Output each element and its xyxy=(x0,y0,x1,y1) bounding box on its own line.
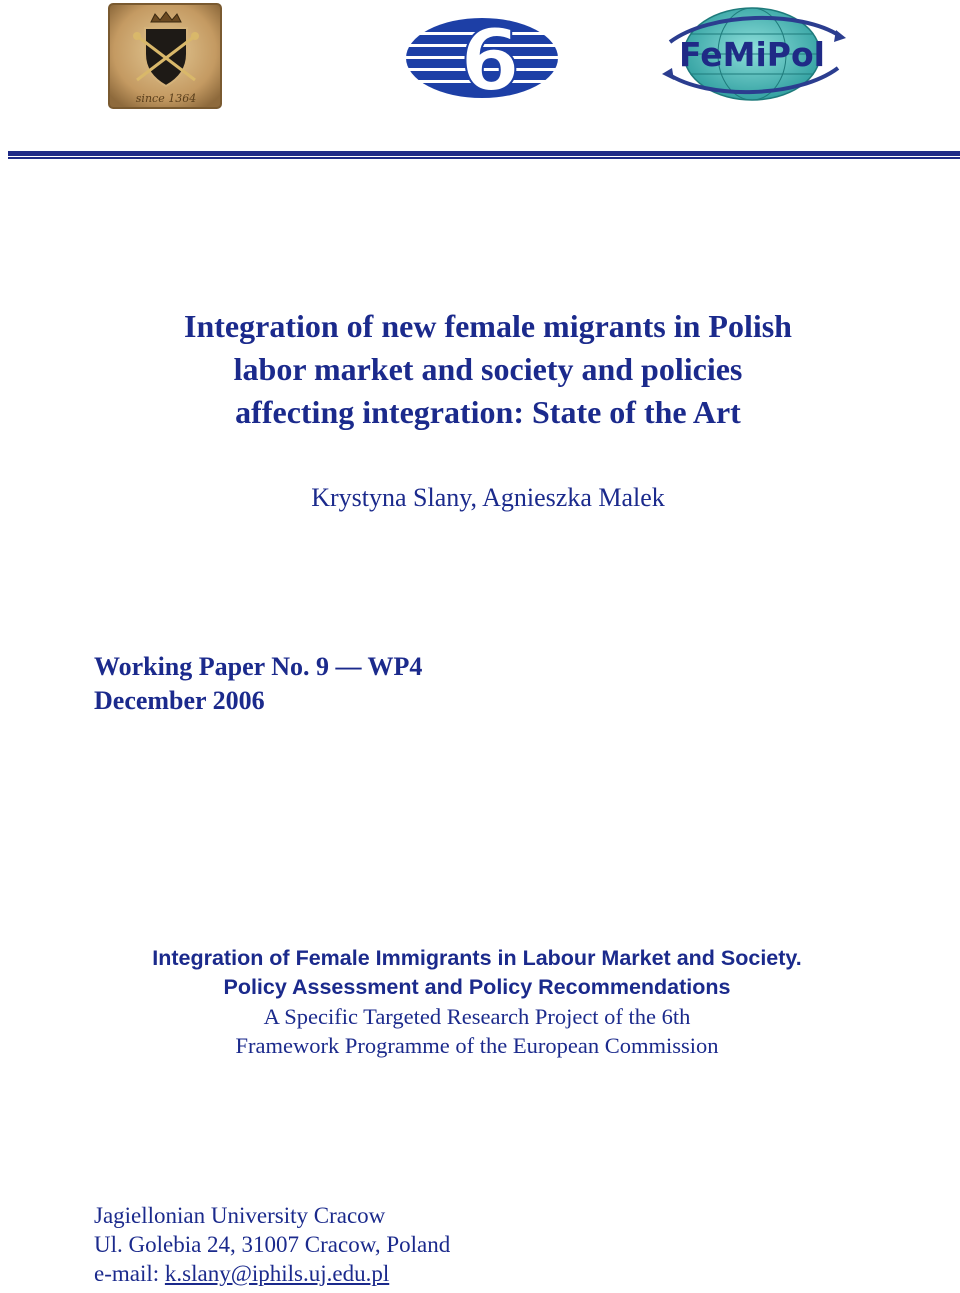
fp6-numeral: 6 xyxy=(460,11,520,102)
fp6-logo xyxy=(402,8,560,102)
project-line-1: Integration of Female Immigrants in Labour Market and Society. xyxy=(152,946,802,970)
contact-address xyxy=(94,1201,450,1288)
seal-text: since 1364 xyxy=(135,92,197,105)
street-address: Ul. Golebia 24, 31007 Cracow, Poland xyxy=(94,1232,451,1257)
project-line-4: Framework Programme of the European Commission xyxy=(235,1033,719,1058)
email-link[interactable]: k.slany@iphils.uj.edu.pl xyxy=(164,1261,390,1286)
project-description xyxy=(40,944,914,1060)
header-divider-thin xyxy=(8,157,960,159)
working-paper-number: Working Paper No. 9 — WP4 xyxy=(94,652,423,681)
institution-name: Jagiellonian University Cracow xyxy=(94,1203,386,1228)
header-divider xyxy=(8,151,960,159)
paper-title xyxy=(40,305,936,434)
email-label: e-mail: xyxy=(94,1261,165,1286)
header-divider-thick xyxy=(8,151,960,156)
authors: Krystyna Slany, Agnieszka Malek xyxy=(311,483,665,512)
university-seal-logo xyxy=(107,2,225,110)
project-line-2: Policy Assessment and Policy Recommendations xyxy=(223,975,731,999)
femipol-wordmark: FeMiPol xyxy=(679,35,825,74)
email-line xyxy=(94,1259,450,1288)
title-line-2: labor market and society and policies xyxy=(233,351,743,387)
title-line-3: affecting integration: State of the Art xyxy=(235,394,741,430)
header-logos xyxy=(0,0,960,150)
project-line-3: A Specific Targeted Research Project of the 6th xyxy=(263,1004,691,1029)
publication-date: December 2006 xyxy=(94,686,265,715)
working-paper-info xyxy=(94,650,422,718)
title-line-1: Integration of new female migrants in Polish xyxy=(184,308,792,344)
femipol-logo xyxy=(650,2,855,104)
